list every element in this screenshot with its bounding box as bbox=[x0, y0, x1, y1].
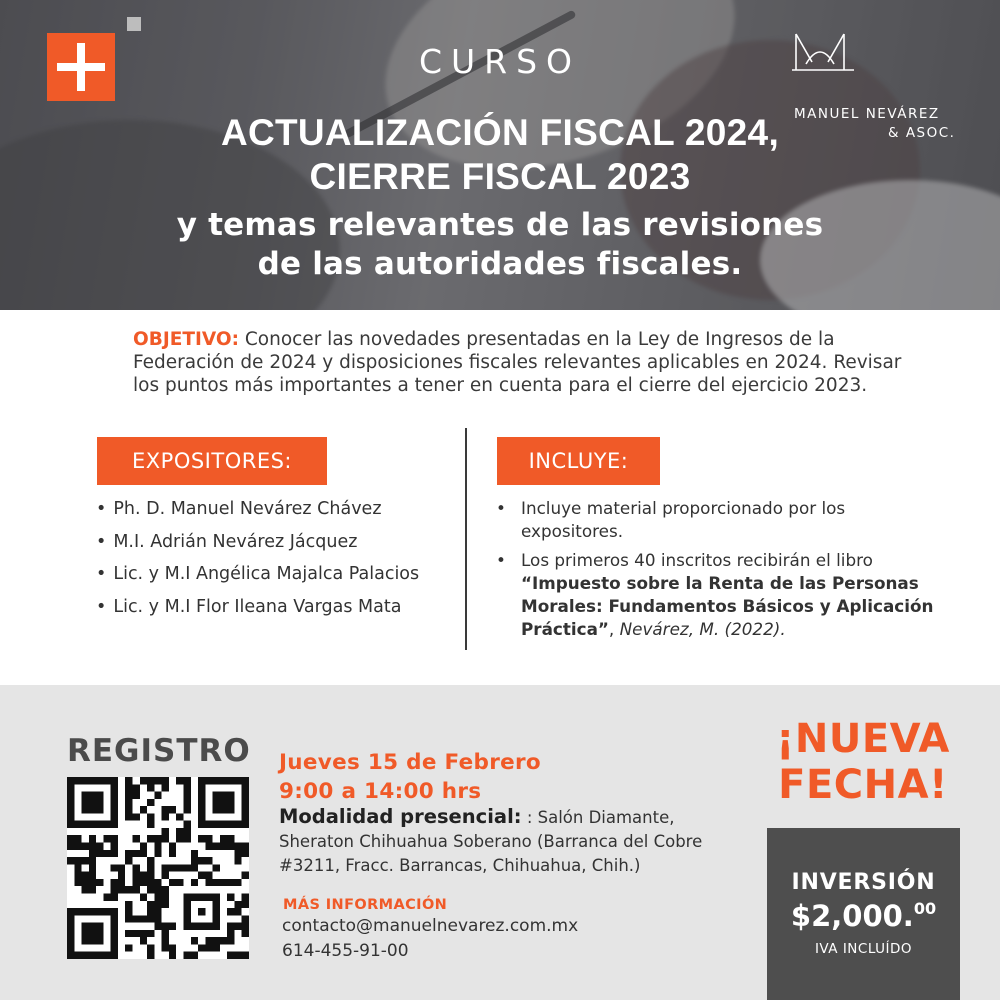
objective-text: Conocer las novedades presentadas en la Ley de Ingresos de la Federación de 2024 y disposiciones fiscales relevantes aplicables en 2024. Revisar los puntos más importantes a tener en cuenta para el cierre del ejercicio 2023. bbox=[133, 329, 902, 396]
new-date-banner bbox=[760, 716, 966, 808]
objective-paragraph bbox=[133, 328, 923, 397]
qr-code[interactable] bbox=[67, 777, 249, 959]
speaker-item: • M.I. Adrián Nevárez Jácquez bbox=[96, 530, 419, 563]
course-eyebrow: CURSO bbox=[418, 42, 582, 81]
objective-label: OBJETIVO: bbox=[133, 329, 239, 350]
price-value bbox=[767, 899, 960, 933]
includes-book-author: Nevárez, M. (2022). bbox=[619, 619, 786, 639]
price-cents: 00 bbox=[913, 899, 937, 918]
includes-item bbox=[496, 497, 936, 543]
speaker-item: • Lic. y M.I Flor Ileana Vargas Mata bbox=[96, 595, 419, 628]
includes-book-title: “Impuesto sobre la Renta de las Personas Morales: Fundamentos Básicos y Aplicación Práctica” bbox=[521, 573, 934, 639]
includes-item bbox=[496, 549, 936, 641]
new-date-line2: FECHA! bbox=[778, 762, 948, 808]
subtitle-line1: y temas relevantes de las revisiones bbox=[176, 207, 824, 243]
contact-email[interactable]: contacto@manuelnevarez.com.mx bbox=[282, 916, 579, 936]
course-title-line2: CIERRE FISCAL 2023 bbox=[309, 156, 691, 197]
course-title-line1: ACTUALIZACIÓN FISCAL 2024, bbox=[220, 112, 780, 153]
registration-heading: REGISTRO bbox=[67, 733, 251, 769]
logo-suffix: & ASOC. bbox=[888, 125, 956, 141]
price-main: $2,000. bbox=[790, 899, 914, 933]
speaker-item: • Ph. D. Manuel Nevárez Chávez bbox=[96, 497, 419, 530]
decorative-square bbox=[127, 17, 141, 31]
includes-heading: INCLUYE: bbox=[497, 437, 660, 485]
modality-label: Modalidad presencial: bbox=[279, 805, 522, 828]
price-tax-note: IVA INCLUÍDO bbox=[814, 941, 913, 957]
price-label: INVERSIÓN bbox=[791, 870, 936, 895]
new-date-line1: ¡NUEVA bbox=[776, 716, 950, 762]
speakers-heading: EXPOSITORES: bbox=[97, 437, 327, 485]
more-info-label: MÁS INFORMACIÓN bbox=[283, 897, 448, 913]
course-subtitle bbox=[0, 206, 1000, 284]
event-location bbox=[279, 805, 749, 878]
modality-text: : Salón Diamante, Sheraton Chihuahua Soberano (Barranca del Cobre #3211, Fracc. Barrancas, Chihuahua, Chih.) bbox=[279, 808, 703, 875]
includes-book-sep: , bbox=[608, 619, 620, 639]
subtitle-line2: de las autoridades fiscales. bbox=[257, 246, 743, 282]
logo-name: MANUEL NEVÁREZ bbox=[794, 106, 940, 122]
event-schedule bbox=[279, 748, 541, 806]
speaker-item: • Lic. y M.I Angélica Majalca Palacios bbox=[96, 562, 419, 595]
column-divider bbox=[465, 428, 467, 650]
includes-list bbox=[496, 497, 936, 647]
includes-item-text: Incluye material proporcionado por los expositores. bbox=[521, 498, 846, 541]
contact-phone[interactable]: 614-455-91-00 bbox=[282, 941, 409, 961]
logo-mark bbox=[790, 30, 860, 92]
price-box bbox=[767, 828, 960, 1000]
event-time: 9:00 a 14:00 hrs bbox=[279, 779, 482, 804]
speakers-list bbox=[96, 497, 419, 627]
includes-book-intro: Los primeros 40 inscritos recibirán el libro bbox=[521, 550, 873, 570]
event-date: Jueves 15 de Febrero bbox=[279, 750, 541, 775]
